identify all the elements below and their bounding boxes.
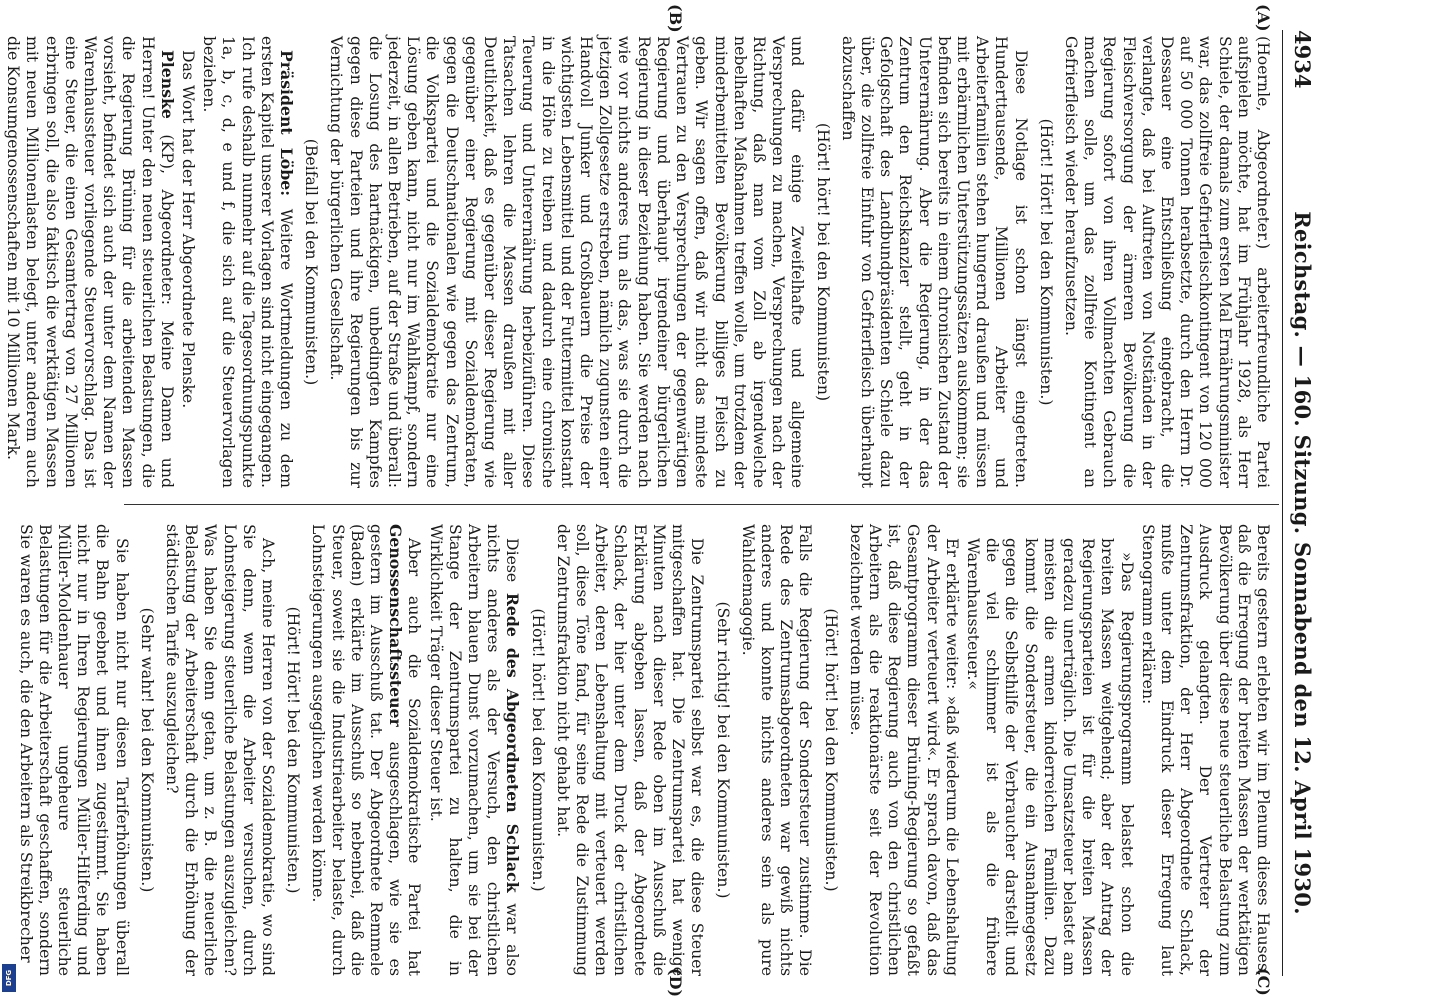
- paragraph: Diese Rede des Abgeordneten Schlack war also nichts anderes als der Versuch, den christlichen Arbeitern blauen Dunst vorzumachen, um sie bei der Stange der Zentrumspartei zu halten, die in Wirklichkeit Träger dieser Steuer ist.: [426, 524, 523, 976]
- paragraph: Diese Notlage ist schon längst eingetreten. Hunderttausende, Millionen Arbeiter und Arbeiterfamilien stehen hungernd draußen und müssen mit erbärmlichen Unterstützungssätzen auskommen; sie befinden sich bereits in einem chronischen Zustand der Unterernährung. Aber die Regierung, in der das Zentrum den Reichskanzler stellt, geht in der Gefolgschaft des Landbundpräsidenten Schiele dazu über, die zollfreie Einfuhr von Gefrierfleisch überhaupt abzuschaffen: [838, 36, 1031, 488]
- paragraph: Sie haben nicht nur diesen Tariferhöhungen überall die Bahn geebnet und ihnen zugestimmt. Sie haben nicht nur in Ihren Regierungen Müller-Hilferding und Müller-Moldenhauer ungeheure steuerliche Belastungen für die Arbeiterschaft geschaffen, sondern Sie waren es auch, die den Arbeitern als Streikbrecher: [16, 524, 132, 976]
- paragraph: Plenske (KP), Abgeordneter: Meine Damen und Herren! Unter den neuen steuerlichen Belastungen, die die Regierung Brüning für die arbeitenden Massen vorsieht, befindet sich auch der unter dem Namen der Warenhaussteuer vorliegende Steuervorschlag. Das ist eine Steuer, die einen Gesamtertrag von 27 Millionen erbringen soll, die also faktisch die werktätigen Massen mit neuen Millionenlasten belegt, unter anderem auch die Konsumgenossenschaften mit 10 Millionen Mark.: [4, 36, 177, 488]
- paragraph: und dafür einige Zweifelhafte und allgemeine Versprechungen zu machen, Versprechungen nach der Richtung, daß man vom Zoll ab irgendwelche nebelhaften Maßnahmen treffen wolle, um trotzdem der minderbemittelten Bevölkerung billiges Fleisch zu geben. Wir sagen offen, daß wir nicht das mindeste Vertrauen zu den Versprechungen der gegenwärtigen Regierung und überhaupt irgendeiner bürgerlichen Regierung in dieser Beziehung haben. Sie werden nach wie vor nichts anderes tun als das, was sie durch die jetzigen Zollgesetze erstreben, nämlich zugunsten einer Handvoll Junker und Großbauern die Preise der wichtigsten Lebensmittel und der Futtermittel konstant in die Höhe zu treiben und dadurch eine chronische Teuerung und Unterernährung herbeizuführen. Diese Tatsachen lehren die Massen draußen mit aller Deutlichkeit, daß es gegenüber dieser Regierung wie gegenüber einer Regierung mit Sozialdemokraten, gegen die Deutschnationalen wie gegen das Zentrum, die Volkspartei und die Sozialdemokratie nur eine Lösung geben kann, nicht nur im Wahlkampf, sondern jederzeit, in allen Betrieben, auf der Straße und überall: die Losung des hartnäckigen, unbedingten Kampfes gegen diese Parteien und ihre Regierungen bis zur Vernichtung der bürgerlichen Gesellschaft.: [327, 36, 808, 488]
- paragraph: Aber auch die Sozialdemokratische Partei hat Genossenschaftssteuer ausgeschlagen, wie sie es gestern im Ausschuß tat. Der Abgeordnete Remmele (Baden) erklärte im Ausschuß so nebenbei, daß die Steuer, soweit sie die Industriearbeiter belaste, durch Lohnsteigerungen ausgeglichen werden könne.: [309, 524, 425, 976]
- column-divider: [124, 504, 1279, 505]
- interjection: (Beifall bei den Kommunisten.): [302, 138, 322, 386]
- quotation: »Das Regierungsprogramm belastet schon die breiten Massen weitgehend; aber der Antrag der Regierungsparteien ist für die breiten Massen geradezu unerträglich. Die Umsatzsteuer belastet am meisten die armen kinderreichen Familien. Dazu kommt die Sondersteuer, die ein Ausnahmegesetz gegen die Selbsthilfe der Verbraucher darstellt und die viel schlimmer ist als die frühere Warenhaussteuer.«: [963, 538, 1137, 976]
- page-title: Reichstag. — 160. Sitzung. Sonnabend den 12. April 1930.: [1290, 211, 1315, 915]
- funding-note: [0, 470, 4, 1000]
- funding-sidebar: [0, 470, 4, 1000]
- paragraph: Er erklärte weiter: »daß wiederum die Lebenshaltung der Arbeiter verteuert wird«. Er sprach davon, daß das Gesamtprogramm dieser Brüning-Regierung so gefaßt ist, daß diese Regierung auch von den christlichen Arbeitern als die reaktionärste seit der Revolution bezeichnet werden müsse.: [846, 524, 962, 976]
- paragraph: Ach, meine Herren von der Sozialdemokratie, wo sind Sie denn, wenn die Arbeiter versuchen, durch Lohnsteigerung steuerliche Belastungen auszugleichen? Was haben Sie denn getan, um z. B. die neuerliche Belastung der Arbeiterschaft durch die Erhöhung der städtischen Tarife auszugleichen?: [163, 524, 279, 976]
- interjection: (Hört! Hört! bei den Kommunisten.): [1036, 118, 1056, 406]
- margin-letter-a: (A): [1254, 4, 1273, 32]
- dfg-logo: DFG: [2, 964, 16, 992]
- interjection: (Hört! hört! bei den Kommunisten.): [821, 608, 841, 892]
- paragraph: Bereits gestern erlebten wir im Plenum dieses Hauses, daß die Erregung der breiten Massen der werktätigen Bevölkerung über diese neue steuerliche Belastung zum Ausdruck gelangten. Der Vertreter der Zentrumsfraktion, der Herr Abgeordnete Schlack, mußte unter dem Eindruck dieser Erregung laut Stenogramm erklären:: [1138, 524, 1273, 976]
- emphasis: Rede des Abgeordneten Schlack: [503, 592, 523, 893]
- margin-letter-b: (B): [666, 4, 685, 33]
- interjection: (Sehr richtig! bei den Kommunisten.): [713, 601, 733, 899]
- right-column: [14, 524, 1273, 976]
- page-header: [1285, 30, 1319, 976]
- speaker-name: Präsident Löbe:: [277, 50, 297, 197]
- paragraph: Die Zentrumspartei selbst war es, die diese Steuer mitgeschaffen hat. Die Zentrumspartei hat wenige Minuten nach dieser Rede oben im Ausschuß die Erklärung abgeben lassen, daß der Abgeordnete Schlack, der hier unter dem Druck der christlichen Arbeiter, deren Lebenshaltung mit verteuert werden soll, diese Töne fand, für seine Rede die Zustimmung der Zentrumsfraktion nicht gehabt hat.: [553, 524, 708, 976]
- header-rule: [1282, 30, 1283, 976]
- interjection: (Sehr wahr! bei den Kommunisten.): [137, 607, 157, 893]
- paragraph: Präsident Löbe: Weitere Wortmeldungen zu dem ersten Kapitel unserer Vorlagen sind nicht eingegangen. Ich rufe deshalb nunmehr auf die Tagesordnungspunkte 1a, b, c, d, e und f, die sich auf die Steuervorlagen beziehen.: [200, 36, 297, 488]
- page-number: 4934: [1290, 30, 1315, 89]
- speaker-name: Plenske: [157, 50, 177, 119]
- paragraph: (Hoernle, Abgeordneter.) arbeiterfreundliche Partei aufspielen möchte, hat im Frühjahr 1928, als Herr Schiele, der damals zum ersten Mal Ernährungsminister war, das zollfreie Gefrierfleischkontingent von 120 000 auf 50 000 Tonnen herabsetzte, durch den Herrn Dr. Dessauer eine Entschließung eingebracht, die verlangte, daß bei Auftreten von Notständen in der Fleischversorgung der ärmeren Bevölkerung die Regierung sofort von ihren Vollmachten Gebrauch machen solle, um das zollfreie Kontingent an Gefrierfleisch wieder heraufzusetzen.: [1061, 36, 1273, 488]
- interjection: (Hört! hört! bei den Kommunisten): [813, 122, 833, 402]
- paragraph: Das Wort hat der Herr Abgeordnete Plenske.: [179, 50, 199, 409]
- margin-letter-c: (C): [1254, 968, 1273, 996]
- interjection: (Hört! hört! bei den Kommunisten.): [528, 608, 548, 892]
- left-column: [2, 36, 1273, 488]
- paragraph: Falls die Regierung der Sondersteuer zustimme. Die Rede des Zentrumsabgeordneten war gewiß nichts anderes und konnte nichts anderes sein als pure Wahldemagogie.: [738, 524, 816, 976]
- margin-letter-d: (D): [666, 968, 685, 998]
- interjection: (Hört! Hört! bei den Kommunisten.): [284, 606, 304, 894]
- emphasis: Genossenschaftssteuer: [386, 524, 406, 727]
